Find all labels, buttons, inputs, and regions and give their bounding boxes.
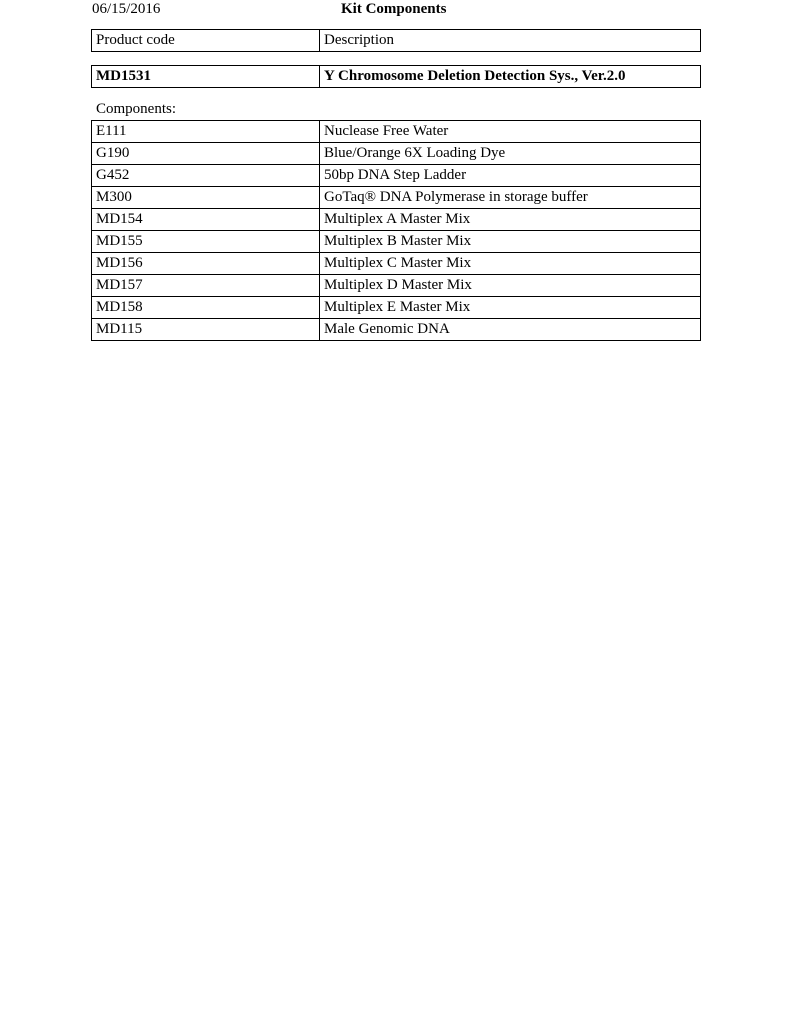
component-code: MD154 [92, 209, 320, 231]
component-code: M300 [92, 187, 320, 209]
table-row [92, 253, 701, 275]
components-table [91, 120, 701, 341]
product-description: Y Chromosome Deletion Detection Sys., Ver.2.0 [320, 66, 701, 88]
component-description: Blue/Orange 6X Loading Dye [320, 143, 701, 165]
component-code: G190 [92, 143, 320, 165]
table-row [92, 143, 701, 165]
component-code: E111 [92, 121, 320, 143]
table-row [92, 121, 701, 143]
component-code: MD156 [92, 253, 320, 275]
description-header: Description [320, 30, 701, 52]
table-row [92, 187, 701, 209]
component-description: Multiplex B Master Mix [320, 231, 701, 253]
component-code: MD155 [92, 231, 320, 253]
table-row [92, 231, 701, 253]
component-code: MD157 [92, 275, 320, 297]
component-description: Male Genomic DNA [320, 319, 701, 341]
product-code: MD1531 [92, 66, 320, 88]
page-title: Kit Components [341, 1, 447, 17]
table-row [92, 297, 701, 319]
table-row [92, 319, 701, 341]
component-code: G452 [92, 165, 320, 187]
component-description: GoTaq® DNA Polymerase in storage buffer [320, 187, 701, 209]
table-row [92, 209, 701, 231]
column-header-table [91, 29, 701, 52]
component-description: Nuclease Free Water [320, 121, 701, 143]
component-code: MD158 [92, 297, 320, 319]
component-description: Multiplex C Master Mix [320, 253, 701, 275]
table-row [92, 165, 701, 187]
page-date: 06/15/2016 [92, 1, 161, 17]
component-description: Multiplex A Master Mix [320, 209, 701, 231]
components-label: Components: [96, 101, 177, 117]
product-table [91, 65, 701, 88]
column-header-row [92, 30, 701, 52]
product-row [92, 66, 701, 88]
component-description: Multiplex D Master Mix [320, 275, 701, 297]
component-description: Multiplex E Master Mix [320, 297, 701, 319]
product-code-header: Product code [92, 30, 320, 52]
table-row [92, 275, 701, 297]
component-description: 50bp DNA Step Ladder [320, 165, 701, 187]
component-code: MD115 [92, 319, 320, 341]
